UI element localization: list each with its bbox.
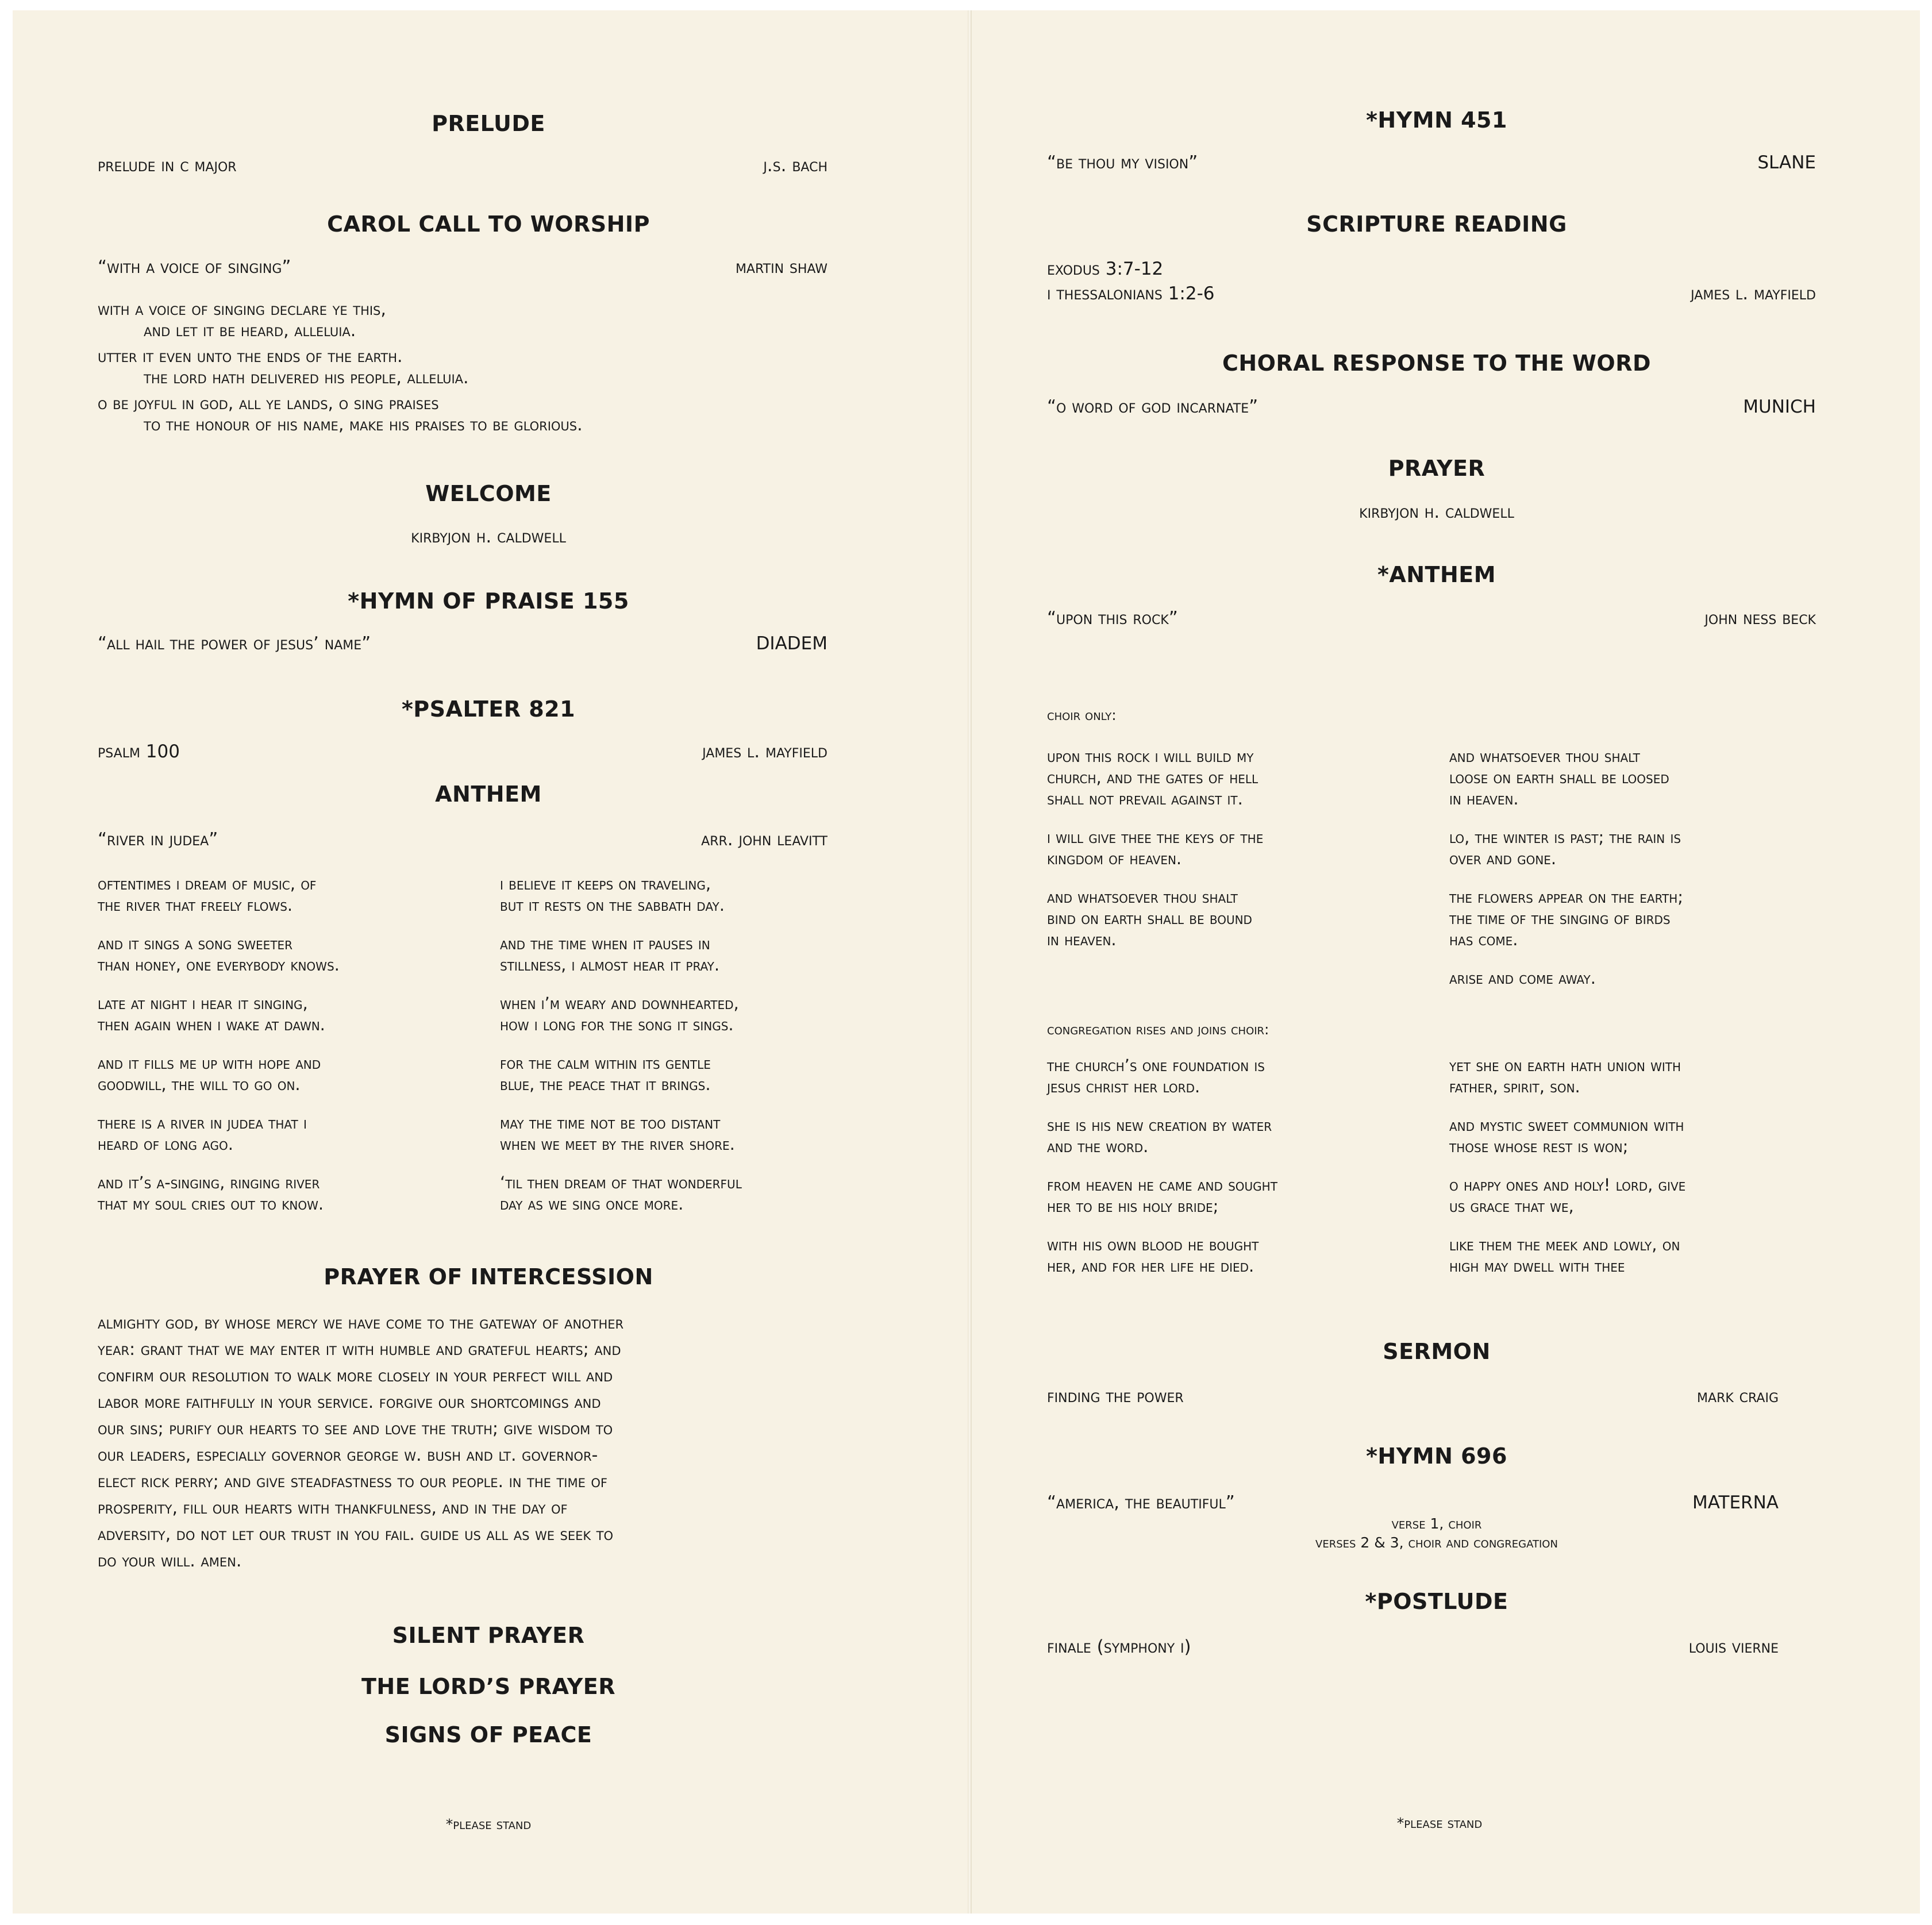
anthem-heading: ANTHEM: [435, 781, 542, 807]
choir-lyrics-col1: [1047, 746, 1438, 968]
hymn696-tune: MATERNA: [1692, 1492, 1779, 1513]
lyric-line: loose on earth shall be loosed: [1449, 768, 1669, 787]
prayer-line: adversity, do not let our trust in you fail. guide us all as we seek to: [98, 1524, 614, 1545]
prayer-line: prosperity, fill our hearts with thankfulness, and in the day of: [98, 1498, 568, 1518]
lyric-line: there is a river in judea that i: [98, 1113, 307, 1133]
carol-line: o be joyful in god, all ye lands, o sing praises: [98, 394, 439, 414]
hymn451-tune: SLANE: [1757, 152, 1816, 173]
lords-prayer-heading: THE LORD’S PRAYER: [361, 1674, 616, 1699]
intercession-text: [98, 1310, 914, 1574]
lyric-line: heard of long ago.: [98, 1134, 233, 1154]
lyric-line: church, and the gates of hell: [1047, 768, 1259, 787]
carol-line: and let it be heard, alleluia.: [144, 321, 356, 341]
hymn696-heading: *HYMN 696: [1366, 1443, 1507, 1469]
lyric-line: and the word.: [1047, 1137, 1149, 1156]
lyric-line: the time of the singing of birds: [1449, 908, 1671, 928]
lyric-line: jesus christ her lord.: [1047, 1077, 1200, 1096]
lyric-line: how i long for the song it sings.: [500, 1015, 734, 1034]
scripture-heading: SCRIPTURE READING: [1306, 211, 1567, 237]
lyric-line: arise and come away.: [1449, 968, 1596, 988]
anthem2-composer: john ness beck: [1704, 608, 1816, 629]
congregation-label: congregation rises and joins choir:: [1047, 1021, 1269, 1038]
psalter-title: psalm 100: [98, 741, 180, 762]
lyric-line: father, spirit, son.: [1449, 1077, 1580, 1096]
congregation-lyrics-col2: [1449, 1055, 1852, 1294]
carol-call-composer: martin shaw: [735, 257, 828, 278]
prayer-line: elect rick perry; and give steadfastness to our people. in the time of: [98, 1472, 607, 1492]
please-stand-note: *please stand: [445, 1816, 532, 1832]
carol-call-heading: CAROL CALL TO WORSHIP: [327, 211, 650, 237]
lyric-line: and the time when it pauses in: [500, 934, 710, 953]
lyric-line: those whose rest is won;: [1449, 1137, 1629, 1156]
carol-line: with a voice of singing declare ye this,: [98, 299, 386, 319]
psalter-leader: james l. mayfield: [702, 741, 828, 762]
lyric-line: in heaven.: [1449, 789, 1519, 808]
carol-call-title: “with a voice of singing”: [98, 257, 291, 278]
anthem-lyrics-col1: [98, 873, 488, 1232]
prayer-line: do your will. amen.: [98, 1551, 242, 1571]
choir-lyrics-col2: [1449, 746, 1852, 1006]
welcome-leader: kirbyjon h. caldwell: [411, 526, 566, 547]
lyric-line: ‘til then dream of that wonderful: [500, 1173, 742, 1192]
lyric-line: in heaven.: [1047, 930, 1117, 949]
lyric-line: i believe it keeps on traveling,: [500, 874, 711, 894]
lyric-line: when i’m weary and downhearted,: [500, 994, 739, 1013]
prayer-line: labor more faithfully in your service. forgive our shortcomings and: [98, 1392, 601, 1412]
lyric-line: and mystic sweet communion with: [1449, 1115, 1684, 1135]
lyric-line: and whatsoever thou shalt: [1449, 746, 1640, 766]
carol-line: to the honour of his name, make his praises to be glorious.: [144, 415, 583, 435]
lyric-line: i will give thee the keys of the: [1047, 827, 1264, 847]
postlude-heading: *POSTLUDE: [1365, 1589, 1508, 1614]
lyric-line: kingdom of heaven.: [1047, 849, 1182, 868]
scripture-ref2: i thessalonians 1:2-6: [1047, 283, 1215, 304]
hymn-praise-tune: DIADEM: [756, 633, 828, 654]
psalter-heading: *PSALTER 821: [401, 696, 576, 722]
lyric-line: and it fills me up with hope and: [98, 1053, 321, 1073]
congregation-lyrics-col1: [1047, 1055, 1438, 1294]
lyric-line: over and gone.: [1449, 849, 1557, 868]
lyric-line: late at night i hear it singing,: [98, 994, 308, 1013]
prelude-title: prelude in c major: [98, 155, 237, 176]
signs-of-peace-heading: SIGNS OF PEACE: [384, 1722, 592, 1747]
lyric-line: high may dwell with thee: [1449, 1256, 1625, 1276]
prayer-line: year: grant that we may enter it with humble and grateful hearts; and: [98, 1339, 621, 1360]
choir-only-label: choir only:: [1047, 707, 1117, 723]
please-stand-note: *please stand: [1396, 1815, 1483, 1831]
lyric-line: yet she on earth hath union with: [1449, 1056, 1681, 1075]
lyric-line: lo, the winter is past; the rain is: [1449, 827, 1681, 847]
anthem-arranger: arr. john leavitt: [701, 829, 828, 850]
lyric-line: with his own blood he bought: [1047, 1235, 1259, 1254]
hymn-praise-title: “all hail the power of jesus’ name”: [98, 633, 371, 654]
anthem-lyrics-col2: [500, 873, 891, 1232]
prayer-leader: kirbyjon h. caldwell: [1359, 502, 1514, 522]
hymn696-note2: verses 2 & 3, choir and congregation: [1315, 1534, 1558, 1551]
lyric-line: but it rests on the sabbath day.: [500, 895, 725, 915]
prayer-line: almighty god, by whose mercy we have come to the gateway of another: [98, 1313, 624, 1333]
hymn451-title: “be thou my vision”: [1047, 152, 1198, 173]
lyric-line: the river that freely flows.: [98, 895, 293, 915]
lyric-line: when we meet by the river shore.: [500, 1134, 735, 1154]
lyric-line: and it’s a-singing, ringing river: [98, 1173, 320, 1192]
anthem2-title: “upon this rock”: [1047, 608, 1178, 629]
carol-line: utter it even unto the ends of the earth.: [98, 346, 403, 367]
hymn696-title: “america, the beautiful”: [1047, 1492, 1235, 1513]
prayer-line: our sins; purify our hearts to see and love the truth; give wisdom to: [98, 1419, 613, 1439]
lyric-line: and it sings a song sweeter: [98, 934, 293, 953]
hymn696-note1: verse 1, choir: [1391, 1515, 1482, 1532]
lyric-line: blue, the peace that it brings.: [500, 1075, 711, 1094]
lyric-line: from heaven he came and sought: [1047, 1175, 1277, 1195]
lyric-line: goodwill, the will to go on.: [98, 1075, 301, 1094]
lyric-line: bind on earth shall be bound: [1047, 908, 1252, 928]
hymn-praise-heading: *HYMN OF PRAISE 155: [348, 588, 629, 614]
sermon-preacher: mark craig: [1697, 1386, 1779, 1407]
hymn451-heading: *HYMN 451: [1366, 107, 1507, 133]
lyric-line: like them the meek and lowly, on: [1449, 1235, 1680, 1254]
lyric-line: her to be his holy bride;: [1047, 1196, 1219, 1216]
postlude-composer: louis vierne: [1688, 1637, 1779, 1657]
lyric-line: day as we sing once more.: [500, 1194, 684, 1214]
lyric-line: o happy ones and holy! lord, give: [1449, 1175, 1686, 1195]
anthem2-heading: *ANTHEM: [1377, 562, 1496, 587]
welcome-heading: WELCOME: [425, 481, 552, 506]
lyric-line: she is his new creation by water: [1047, 1115, 1272, 1135]
lyric-line: then again when i wake at dawn.: [98, 1015, 325, 1034]
lyric-line: and whatsoever thou shalt: [1047, 887, 1238, 907]
lyric-line: the flowers appear on the earth;: [1449, 887, 1684, 907]
lyric-line: upon this rock i will build my: [1047, 746, 1254, 766]
prayer-line: our leaders, especially governor george w. bush and lt. governor-: [98, 1445, 598, 1465]
carol-line: the lord hath delivered his people, alleluia.: [144, 368, 469, 388]
lyric-line: for the calm within its gentle: [500, 1053, 711, 1073]
choral-response-heading: CHORAL RESPONSE TO THE WORD: [1222, 351, 1652, 376]
sermon-heading: SERMON: [1383, 1339, 1491, 1364]
prelude-heading: PRELUDE: [432, 111, 545, 136]
lyric-line: shall not prevail against it.: [1047, 789, 1243, 808]
center-fold: [968, 10, 971, 1914]
choral-response-tune: MUNICH: [1743, 396, 1816, 417]
lyric-line: may the time not be too distant: [500, 1113, 721, 1133]
lyric-line: the church’s one foundation is: [1047, 1056, 1265, 1075]
prelude-composer: j.s. bach: [763, 155, 828, 176]
sermon-title: finding the power: [1047, 1386, 1184, 1407]
lyric-line: than honey, one everybody knows.: [98, 955, 340, 975]
scripture-reader: james l. mayfield: [1691, 283, 1816, 304]
lyric-line: us grace that we,: [1449, 1196, 1574, 1216]
lyric-line: stillness, i almost hear it pray.: [500, 955, 720, 975]
choral-response-title: “o word of god incarnate”: [1047, 396, 1259, 417]
postlude-title: finale (symphony i): [1047, 1637, 1191, 1657]
prayer-heading: PRAYER: [1388, 456, 1485, 481]
prayer-line: confirm our resolution to walk more closely in your perfect will and: [98, 1366, 613, 1386]
lyric-line: her, and for her life he died.: [1047, 1256, 1254, 1276]
lyric-line: that my soul cries out to know.: [98, 1194, 324, 1214]
lyric-line: has come.: [1449, 930, 1518, 949]
scripture-ref1: exodus 3:7-12: [1047, 259, 1164, 279]
anthem-title: “river in judea”: [98, 829, 218, 850]
lyric-line: oftentimes i dream of music, of: [98, 874, 317, 894]
intercession-heading: PRAYER OF INTERCESSION: [324, 1264, 653, 1289]
silent-prayer-heading: SILENT PRAYER: [392, 1623, 585, 1648]
carol-call-text: [98, 299, 845, 436]
